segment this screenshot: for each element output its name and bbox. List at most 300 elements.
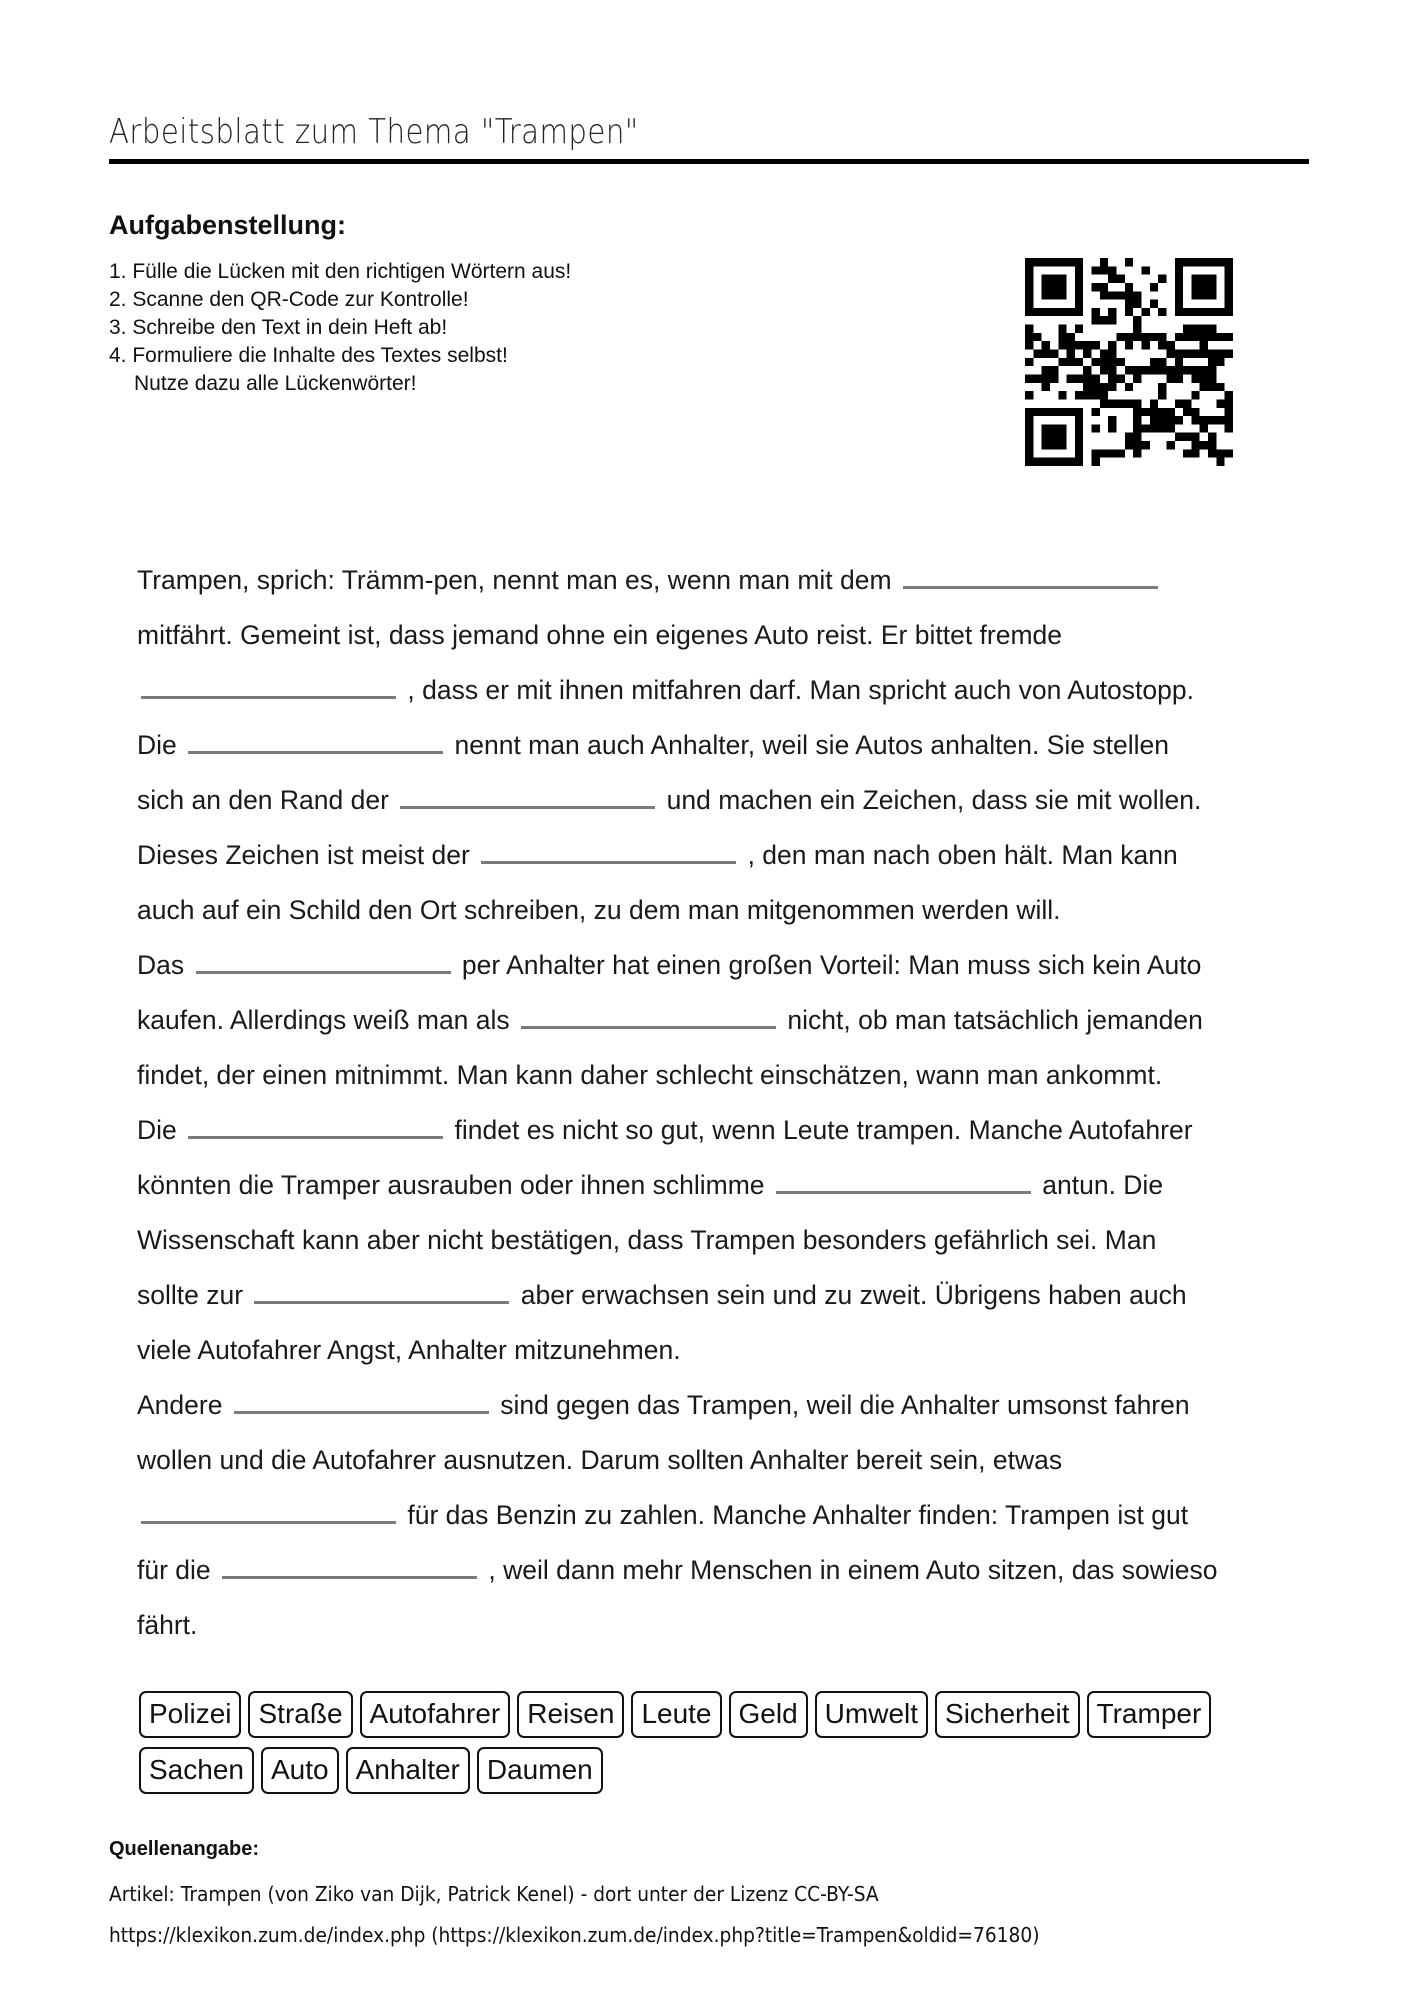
qr-module <box>1225 399 1233 407</box>
qr-module <box>1075 275 1083 283</box>
qr-module <box>1166 350 1174 358</box>
word-chip[interactable]: Sachen <box>139 1747 254 1794</box>
blank-gap[interactable] <box>188 723 443 754</box>
qr-module <box>1075 424 1083 432</box>
qr-module <box>1075 358 1083 366</box>
qr-module <box>1191 350 1199 358</box>
qr-module <box>1042 258 1050 266</box>
qr-module <box>1175 433 1183 441</box>
qr-module <box>1200 441 1208 449</box>
qr-code-icon[interactable] <box>1025 258 1233 466</box>
qr-module <box>1050 350 1058 358</box>
qr-module <box>1158 333 1166 341</box>
blank-gap[interactable] <box>188 1108 443 1139</box>
qr-module <box>1117 333 1125 341</box>
qr-module <box>1175 308 1183 316</box>
qr-module <box>1108 266 1116 274</box>
qr-module <box>1150 300 1158 308</box>
cloze-line <box>137 883 1307 938</box>
qr-module <box>1191 441 1199 449</box>
qr-module <box>1191 283 1199 291</box>
qr-module <box>1125 308 1133 316</box>
qr-module <box>1050 258 1058 266</box>
qr-module <box>1208 449 1216 457</box>
qr-module <box>1150 283 1158 291</box>
qr-module <box>1108 316 1116 324</box>
qr-module <box>1092 408 1100 416</box>
qr-module <box>1100 316 1108 324</box>
qr-module <box>1108 341 1116 349</box>
qr-module <box>1042 408 1050 416</box>
qr-module <box>1125 383 1133 391</box>
qr-module <box>1092 424 1100 432</box>
qr-module <box>1175 333 1183 341</box>
qr-module <box>1042 350 1050 358</box>
qr-module <box>1075 266 1083 274</box>
qr-module <box>1125 283 1133 291</box>
qr-module <box>1025 333 1033 341</box>
qr-module <box>1058 308 1066 316</box>
qr-module <box>1025 441 1033 449</box>
qr-module <box>1183 258 1191 266</box>
qr-module <box>1075 258 1083 266</box>
qr-module <box>1216 333 1224 341</box>
qr-module <box>1150 416 1158 424</box>
qr-module <box>1075 433 1083 441</box>
qr-module <box>1225 391 1233 399</box>
qr-module <box>1042 433 1050 441</box>
qr-module <box>1042 283 1050 291</box>
word-chip[interactable]: Auto <box>261 1747 339 1794</box>
qr-module <box>1117 275 1125 283</box>
qr-module <box>1042 383 1050 391</box>
qr-module <box>1092 391 1100 399</box>
qr-module <box>1175 258 1183 266</box>
qr-module <box>1133 291 1141 299</box>
qr-module <box>1100 391 1108 399</box>
blank-gap[interactable] <box>400 778 655 809</box>
qr-module <box>1225 416 1233 424</box>
cloze-text-segment: Andere <box>137 1390 230 1420</box>
source-link[interactable]: https://klexikon.zum.de/index.php (https://klexikon.zum.de/index.php?title=Trampen&oldid=76180) <box>109 1923 1040 1947</box>
qr-module <box>1141 266 1149 274</box>
qr-module <box>1225 333 1233 341</box>
task-item: 3. Schreibe den Text in dein Heft ab! <box>109 316 448 339</box>
cloze-text-segment: sich an den Rand der <box>137 785 397 815</box>
qr-module <box>1208 275 1216 283</box>
qr-module <box>1200 258 1208 266</box>
qr-module <box>1025 275 1033 283</box>
qr-module <box>1183 350 1191 358</box>
word-chip[interactable]: Anhalter <box>346 1747 470 1794</box>
cloze-line <box>137 608 1307 663</box>
word-chip[interactable]: Sicherheit <box>935 1691 1080 1738</box>
cloze-line <box>137 1048 1307 1103</box>
qr-module <box>1125 366 1133 374</box>
cloze-text-segment: sollte zur <box>137 1280 251 1310</box>
qr-module <box>1208 366 1216 374</box>
qr-module <box>1092 449 1100 457</box>
qr-module <box>1183 449 1191 457</box>
qr-module <box>1117 358 1125 366</box>
cloze-text-segment: Das <box>137 950 192 980</box>
qr-module <box>1058 258 1066 266</box>
qr-module <box>1067 308 1075 316</box>
cloze-text-segment: kaufen. Allerdings weiß man als <box>137 1005 518 1035</box>
qr-module <box>1183 325 1191 333</box>
qr-module <box>1200 374 1208 382</box>
qr-module <box>1058 291 1066 299</box>
qr-module <box>1025 424 1033 432</box>
qr-module <box>1191 391 1199 399</box>
qr-module <box>1108 308 1116 316</box>
qr-module <box>1083 374 1091 382</box>
qr-module <box>1216 399 1224 407</box>
qr-module <box>1075 416 1083 424</box>
qr-module <box>1141 366 1149 374</box>
qr-module <box>1158 391 1166 399</box>
qr-module <box>1166 408 1174 416</box>
qr-module <box>1067 333 1075 341</box>
qr-module <box>1191 333 1199 341</box>
qr-module <box>1133 424 1141 432</box>
qr-module <box>1166 416 1174 424</box>
qr-module <box>1125 341 1133 349</box>
qr-module <box>1225 424 1233 432</box>
qr-module <box>1108 358 1116 366</box>
qr-module <box>1083 391 1091 399</box>
qr-module <box>1141 424 1149 432</box>
qr-module <box>1225 266 1233 274</box>
cloze-text-segment: findet, der einen mitnimmt. Man kann daher schlecht einschätzen, wann man ankommt. <box>137 1060 1163 1090</box>
qr-module <box>1200 383 1208 391</box>
qr-module <box>1108 366 1116 374</box>
qr-module <box>1191 308 1199 316</box>
blank-gap[interactable] <box>141 668 396 699</box>
qr-module <box>1158 383 1166 391</box>
qr-module <box>1133 316 1141 324</box>
qr-module <box>1225 408 1233 416</box>
qr-module <box>1208 325 1216 333</box>
qr-module <box>1033 374 1041 382</box>
word-chip[interactable]: Daumen <box>477 1747 603 1794</box>
qr-module <box>1050 374 1058 382</box>
cloze-text-segment: aber erwachsen sein und zu zweit. Übrigens haben auch <box>513 1280 1187 1310</box>
cloze-text-segment: Dieses Zeichen ist meist der <box>137 840 478 870</box>
qr-module <box>1075 391 1083 399</box>
qr-module <box>1175 300 1183 308</box>
qr-module <box>1133 433 1141 441</box>
qr-module <box>1042 308 1050 316</box>
blank-gap[interactable] <box>776 1163 1031 1194</box>
cloze-text-segment: antun. Die <box>1034 1170 1164 1200</box>
qr-module <box>1067 341 1075 349</box>
cloze-line <box>137 1158 1307 1213</box>
cloze-line <box>137 828 1307 883</box>
cloze-text-segment: Wissenschaft kann aber nicht bestätigen, dass Trampen besonders gefährlich sei. Man <box>137 1225 1157 1255</box>
task-item: 1. Fülle die Lücken mit den richtigen Wörtern aus! <box>109 260 572 283</box>
qr-module <box>1100 399 1108 407</box>
qr-module <box>1025 283 1033 291</box>
blank-gap[interactable] <box>234 1383 489 1414</box>
qr-module <box>1191 408 1199 416</box>
qr-module <box>1200 308 1208 316</box>
qr-module <box>1100 366 1108 374</box>
qr-module <box>1183 408 1191 416</box>
qr-module <box>1075 325 1083 333</box>
qr-module <box>1092 374 1100 382</box>
qr-module <box>1033 350 1041 358</box>
qr-module <box>1108 374 1116 382</box>
qr-module <box>1075 300 1083 308</box>
qr-module <box>1208 441 1216 449</box>
cloze-text-segment: nennt man auch Anhalter, weil sie Autos anhalten. Sie stellen <box>447 730 1170 760</box>
page-title: Arbeitsblatt zum Thema "Trampen" <box>109 112 639 152</box>
word-chip[interactable]: Straße <box>248 1691 352 1738</box>
qr-module <box>1133 449 1141 457</box>
qr-module <box>1075 283 1083 291</box>
qr-module <box>1141 308 1149 316</box>
qr-module <box>1191 374 1199 382</box>
word-bank <box>139 1691 1319 1803</box>
cloze-text-segment: nicht, ob man tatsächlich jemanden <box>780 1005 1203 1035</box>
qr-module <box>1058 341 1066 349</box>
qr-module <box>1133 333 1141 341</box>
qr-module <box>1200 325 1208 333</box>
qr-module <box>1175 350 1183 358</box>
qr-module <box>1100 449 1108 457</box>
word-chip[interactable]: Leute <box>631 1691 721 1738</box>
qr-module <box>1108 449 1116 457</box>
qr-module <box>1025 266 1033 274</box>
qr-module <box>1067 374 1075 382</box>
qr-module <box>1141 441 1149 449</box>
cloze-text-segment: Die <box>137 1115 185 1145</box>
qr-module <box>1166 424 1174 432</box>
qr-module <box>1158 341 1166 349</box>
qr-module <box>1208 433 1216 441</box>
qr-module <box>1166 374 1174 382</box>
qr-module <box>1025 308 1033 316</box>
word-chip[interactable]: Autofahrer <box>360 1691 511 1738</box>
qr-module <box>1050 424 1058 432</box>
word-chip[interactable]: Umwelt <box>815 1691 928 1738</box>
qr-module <box>1200 291 1208 299</box>
cloze-text-segment: und machen ein Zeichen, dass sie mit wollen. <box>659 785 1202 815</box>
cloze-text-segment: , den man nach oben hält. Man kann <box>740 840 1178 870</box>
qr-module <box>1183 308 1191 316</box>
qr-module <box>1075 458 1083 466</box>
qr-module <box>1042 458 1050 466</box>
qr-module <box>1225 308 1233 316</box>
qr-module <box>1141 333 1149 341</box>
qr-module <box>1075 449 1083 457</box>
qr-module <box>1125 333 1133 341</box>
qr-module <box>1117 291 1125 299</box>
qr-module <box>1158 424 1166 432</box>
qr-module <box>1216 258 1224 266</box>
qr-module <box>1025 374 1033 382</box>
qr-module <box>1166 441 1174 449</box>
qr-module <box>1141 408 1149 416</box>
qr-module <box>1208 383 1216 391</box>
qr-module <box>1058 325 1066 333</box>
qr-module <box>1191 325 1199 333</box>
cloze-line <box>137 1598 1307 1653</box>
qr-module <box>1083 350 1091 358</box>
qr-module <box>1083 383 1091 391</box>
qr-module <box>1150 424 1158 432</box>
qr-module <box>1175 366 1183 374</box>
qr-module <box>1100 350 1108 358</box>
cloze-text-segment: auch auf ein Schild den Ort schreiben, zu dem man mitgenommen werden will. <box>137 895 1061 925</box>
qr-module <box>1100 266 1108 274</box>
qr-module <box>1133 325 1141 333</box>
word-chip[interactable]: Geld <box>729 1691 808 1738</box>
qr-module <box>1191 416 1199 424</box>
qr-module <box>1067 258 1075 266</box>
qr-module <box>1033 458 1041 466</box>
blank-gap[interactable] <box>254 1273 509 1304</box>
qr-module <box>1025 341 1033 349</box>
qr-module <box>1200 350 1208 358</box>
qr-module <box>1058 391 1066 399</box>
qr-module <box>1042 424 1050 432</box>
blank-gap[interactable] <box>903 558 1158 589</box>
cloze-line <box>137 1543 1307 1598</box>
qr-module <box>1067 408 1075 416</box>
qr-module <box>1092 458 1100 466</box>
qr-module <box>1092 308 1100 316</box>
word-chip[interactable]: Tramper <box>1087 1691 1212 1738</box>
cloze-text-segment: Die <box>137 730 185 760</box>
qr-module <box>1225 291 1233 299</box>
qr-module <box>1083 366 1091 374</box>
qr-module <box>1050 275 1058 283</box>
qr-module <box>1100 283 1108 291</box>
qr-module <box>1191 433 1199 441</box>
qr-module <box>1117 449 1125 457</box>
blank-gap[interactable] <box>141 1493 396 1524</box>
qr-module <box>1075 341 1083 349</box>
qr-module <box>1133 408 1141 416</box>
qr-module <box>1150 358 1158 366</box>
qr-module <box>1075 374 1083 382</box>
qr-module <box>1108 291 1116 299</box>
qr-module <box>1042 374 1050 382</box>
cloze-text-segment: könnten die Tramper ausrauben oder ihnen schlimme <box>137 1170 772 1200</box>
blank-gap[interactable] <box>222 1548 477 1579</box>
qr-module <box>1025 291 1033 299</box>
cloze-line <box>137 1103 1307 1158</box>
qr-module <box>1191 366 1199 374</box>
cloze-line <box>137 1323 1307 1378</box>
qr-module <box>1208 350 1216 358</box>
blank-gap[interactable] <box>481 833 736 864</box>
qr-module <box>1175 266 1183 274</box>
qr-module <box>1216 308 1224 316</box>
qr-module <box>1166 366 1174 374</box>
qr-module <box>1075 291 1083 299</box>
qr-module <box>1058 424 1066 432</box>
qr-module <box>1117 399 1125 407</box>
qr-module <box>1050 441 1058 449</box>
qr-module <box>1133 300 1141 308</box>
qr-module <box>1150 366 1158 374</box>
qr-module <box>1058 441 1066 449</box>
word-chip[interactable]: Polizei <box>139 1691 241 1738</box>
qr-module <box>1075 408 1083 416</box>
cloze-text-segment: , weil dann mehr Menschen in einem Auto sitzen, das sowieso <box>481 1555 1218 1585</box>
qr-module <box>1183 433 1191 441</box>
cloze-line <box>137 1433 1307 1488</box>
cloze-line <box>137 1213 1307 1268</box>
qr-module <box>1050 458 1058 466</box>
qr-module <box>1150 333 1158 341</box>
qr-module <box>1158 308 1166 316</box>
qr-module <box>1216 458 1224 466</box>
qr-module <box>1158 358 1166 366</box>
qr-module <box>1158 366 1166 374</box>
qr-module <box>1191 449 1199 457</box>
qr-module <box>1025 408 1033 416</box>
qr-module <box>1058 333 1066 341</box>
qr-module <box>1108 424 1116 432</box>
qr-module <box>1200 341 1208 349</box>
qr-module <box>1025 258 1033 266</box>
qr-module <box>1092 316 1100 324</box>
qr-module <box>1208 258 1216 266</box>
qr-module <box>1133 416 1141 424</box>
qr-module <box>1175 283 1183 291</box>
task-list <box>109 258 571 398</box>
qr-module <box>1225 258 1233 266</box>
qr-module <box>1025 391 1033 399</box>
cloze-line <box>137 718 1307 773</box>
qr-module <box>1216 383 1224 391</box>
qr-module <box>1042 441 1050 449</box>
blank-gap[interactable] <box>196 943 451 974</box>
qr-module <box>1133 374 1141 382</box>
qr-module <box>1117 374 1125 382</box>
qr-module <box>1158 416 1166 424</box>
qr-module <box>1067 358 1075 366</box>
qr-module <box>1125 258 1133 266</box>
word-chip[interactable]: Reisen <box>517 1691 624 1738</box>
qr-module <box>1208 308 1216 316</box>
cloze-line <box>137 938 1307 993</box>
qr-module <box>1058 433 1066 441</box>
cloze-text-segment: fährt. <box>137 1610 198 1640</box>
blank-gap[interactable] <box>521 998 776 1029</box>
qr-module <box>1208 374 1216 382</box>
cloze-text-segment: Trampen, sprich: Trämm-pen, nennt man es, wenn man mit dem <box>137 565 899 595</box>
qr-module <box>1208 333 1216 341</box>
qr-module <box>1075 441 1083 449</box>
qr-module <box>1067 350 1075 358</box>
qr-module <box>1150 399 1158 407</box>
qr-module <box>1025 300 1033 308</box>
cloze-line <box>137 553 1307 608</box>
qr-module <box>1133 441 1141 449</box>
cloze-text-segment: findet es nicht so gut, wenn Leute trampen. Manche Autofahrer <box>447 1115 1193 1145</box>
qr-module <box>1058 458 1066 466</box>
qr-module <box>1125 300 1133 308</box>
qr-module <box>1225 300 1233 308</box>
cloze-text-segment: sind gegen das Trampen, weil die Anhalter umsonst fahren <box>492 1390 1190 1420</box>
qr-module <box>1175 275 1183 283</box>
qr-module <box>1025 325 1033 333</box>
